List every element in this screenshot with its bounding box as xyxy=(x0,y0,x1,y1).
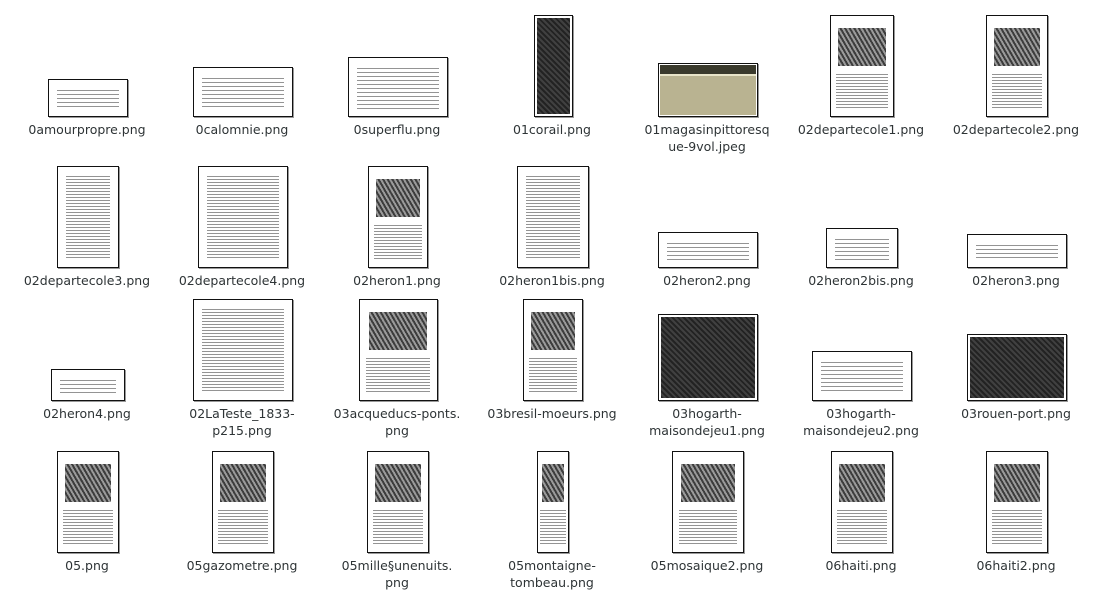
text-block xyxy=(529,356,578,394)
file-name-label: 03hogarth- maisondejeu2.png xyxy=(803,406,919,438)
file-name-label: 05mosaique2.png xyxy=(650,558,764,573)
file-thumbnail[interactable] xyxy=(51,369,125,401)
text-block xyxy=(63,508,113,546)
file-name-label: 0amourpropre.png xyxy=(28,122,146,137)
engraving-block xyxy=(681,464,734,502)
file-thumbnail[interactable] xyxy=(986,15,1048,117)
file-name-label: 02departecole1.png xyxy=(797,122,925,137)
text-block xyxy=(992,72,1042,110)
file-thumbnail[interactable] xyxy=(967,234,1067,268)
file-name-label: 03rouen-port.png xyxy=(961,406,1071,421)
text-page-preview xyxy=(202,75,284,109)
file-name-label: 02departecole4.png xyxy=(178,273,306,288)
text-page-preview xyxy=(357,65,439,109)
text-block xyxy=(374,223,423,261)
text-block xyxy=(837,508,887,546)
engraving-block xyxy=(375,464,421,502)
text-page-preview xyxy=(667,240,749,260)
file-name-label: 06haiti2.png xyxy=(976,558,1056,573)
file-thumbnail[interactable] xyxy=(826,228,898,268)
file-name-label: 05.png xyxy=(65,558,109,573)
file-name-label: 05gazometre.png xyxy=(186,558,298,573)
file-thumbnail[interactable] xyxy=(537,451,569,553)
file-thumbnail[interactable] xyxy=(193,299,293,401)
file-thumbnail[interactable] xyxy=(212,451,274,553)
file-thumbnail[interactable] xyxy=(368,166,428,268)
illustrated-page-preview xyxy=(987,452,1047,552)
illustrated-page-preview xyxy=(831,16,893,116)
file-name-label: 01magasinpittoresq ue-9vol.jpeg xyxy=(644,122,770,154)
illustrated-page-preview xyxy=(213,452,273,552)
engraving-block xyxy=(839,464,885,502)
file-name-label: 02heron1bis.png xyxy=(499,273,605,288)
text-page-preview xyxy=(835,236,889,260)
file-thumbnail[interactable] xyxy=(367,451,429,553)
engraving-block xyxy=(994,464,1040,502)
file-name-label: 0calomnie.png xyxy=(195,122,289,137)
illustrated-page-preview xyxy=(369,167,427,267)
text-block xyxy=(540,508,565,546)
text-page-preview xyxy=(202,307,284,393)
file-thumbnail[interactable] xyxy=(193,67,293,117)
text-block xyxy=(366,356,431,394)
text-block xyxy=(836,72,888,110)
text-page-preview xyxy=(60,377,116,393)
cover-preview xyxy=(660,65,756,115)
file-name-label: 06haiti.png xyxy=(825,558,897,573)
file-thumbnail[interactable] xyxy=(523,299,583,401)
file-name-label: 05mille§unenuits. png xyxy=(341,558,453,590)
file-name-label: 02heron2bis.png xyxy=(808,273,914,288)
file-name-label: 02heron4.png xyxy=(43,406,131,421)
engraving-block xyxy=(531,312,575,350)
file-thumbnail[interactable] xyxy=(517,166,589,268)
illustrated-page-preview xyxy=(538,452,568,552)
text-block xyxy=(218,508,268,546)
illustrated-page-preview xyxy=(987,16,1047,116)
file-name-label: 02departecole3.png xyxy=(23,273,151,288)
text-page-preview xyxy=(66,174,110,260)
illustrated-page-preview xyxy=(673,452,743,552)
file-thumbnail[interactable] xyxy=(57,451,119,553)
text-page-preview xyxy=(207,174,279,260)
file-thumbnail[interactable] xyxy=(658,63,758,117)
file-thumbnail[interactable] xyxy=(359,299,438,401)
illustrated-page-preview xyxy=(368,452,428,552)
file-name-label: 02heron3.png xyxy=(972,273,1060,288)
file-thumbnail[interactable] xyxy=(57,166,119,268)
text-page-preview xyxy=(57,87,119,109)
text-page-preview xyxy=(821,359,903,393)
engraving-block xyxy=(376,179,420,217)
text-page-preview xyxy=(976,242,1058,260)
file-thumbnail[interactable] xyxy=(198,166,288,268)
file-name-label: 05montaigne- tombeau.png xyxy=(508,558,596,590)
file-thumbnail[interactable] xyxy=(830,15,894,117)
text-block xyxy=(679,508,738,546)
file-name-label: 03acqueducs-ponts. png xyxy=(333,406,461,438)
engraving-block xyxy=(65,464,111,502)
illustrated-page-preview xyxy=(832,452,892,552)
file-thumbnail[interactable] xyxy=(831,451,893,553)
file-name-label: 0superflu.png xyxy=(353,122,441,137)
engraving-preview xyxy=(661,317,755,398)
engraving-preview xyxy=(537,18,570,114)
file-thumbnail[interactable] xyxy=(986,451,1048,553)
file-thumbnail[interactable] xyxy=(348,57,448,117)
engraving-block xyxy=(542,464,565,502)
text-block xyxy=(373,508,423,546)
file-name-label: 01corail.png xyxy=(513,122,591,137)
text-block xyxy=(992,508,1042,546)
engraving-block xyxy=(220,464,266,502)
engraving-preview xyxy=(970,337,1064,398)
engraving-block xyxy=(838,28,885,66)
file-thumbnail[interactable] xyxy=(658,314,758,401)
file-name-label: 03bresil-moeurs.png xyxy=(487,406,617,421)
file-thumbnail[interactable] xyxy=(967,334,1067,401)
file-thumbnail[interactable] xyxy=(534,15,573,117)
file-name-label: 03hogarth- maisondejeu1.png xyxy=(649,406,765,438)
file-name-label: 02heron1.png xyxy=(353,273,441,288)
file-name-label: 02departecole2.png xyxy=(952,122,1080,137)
engraving-block xyxy=(994,28,1040,66)
text-page-preview xyxy=(526,174,580,260)
illustrated-page-preview xyxy=(58,452,118,552)
file-thumbnail[interactable] xyxy=(812,351,912,401)
illustrated-page-preview xyxy=(360,300,437,400)
file-name-label: 02heron2.png xyxy=(663,273,751,288)
engraving-block xyxy=(369,312,428,350)
file-thumbnail[interactable] xyxy=(658,232,758,268)
file-thumbnail[interactable] xyxy=(48,79,128,117)
file-name-label: 02LaTeste_1833- p215.png xyxy=(189,406,295,438)
file-thumbnail[interactable] xyxy=(672,451,744,553)
illustrated-page-preview xyxy=(524,300,582,400)
